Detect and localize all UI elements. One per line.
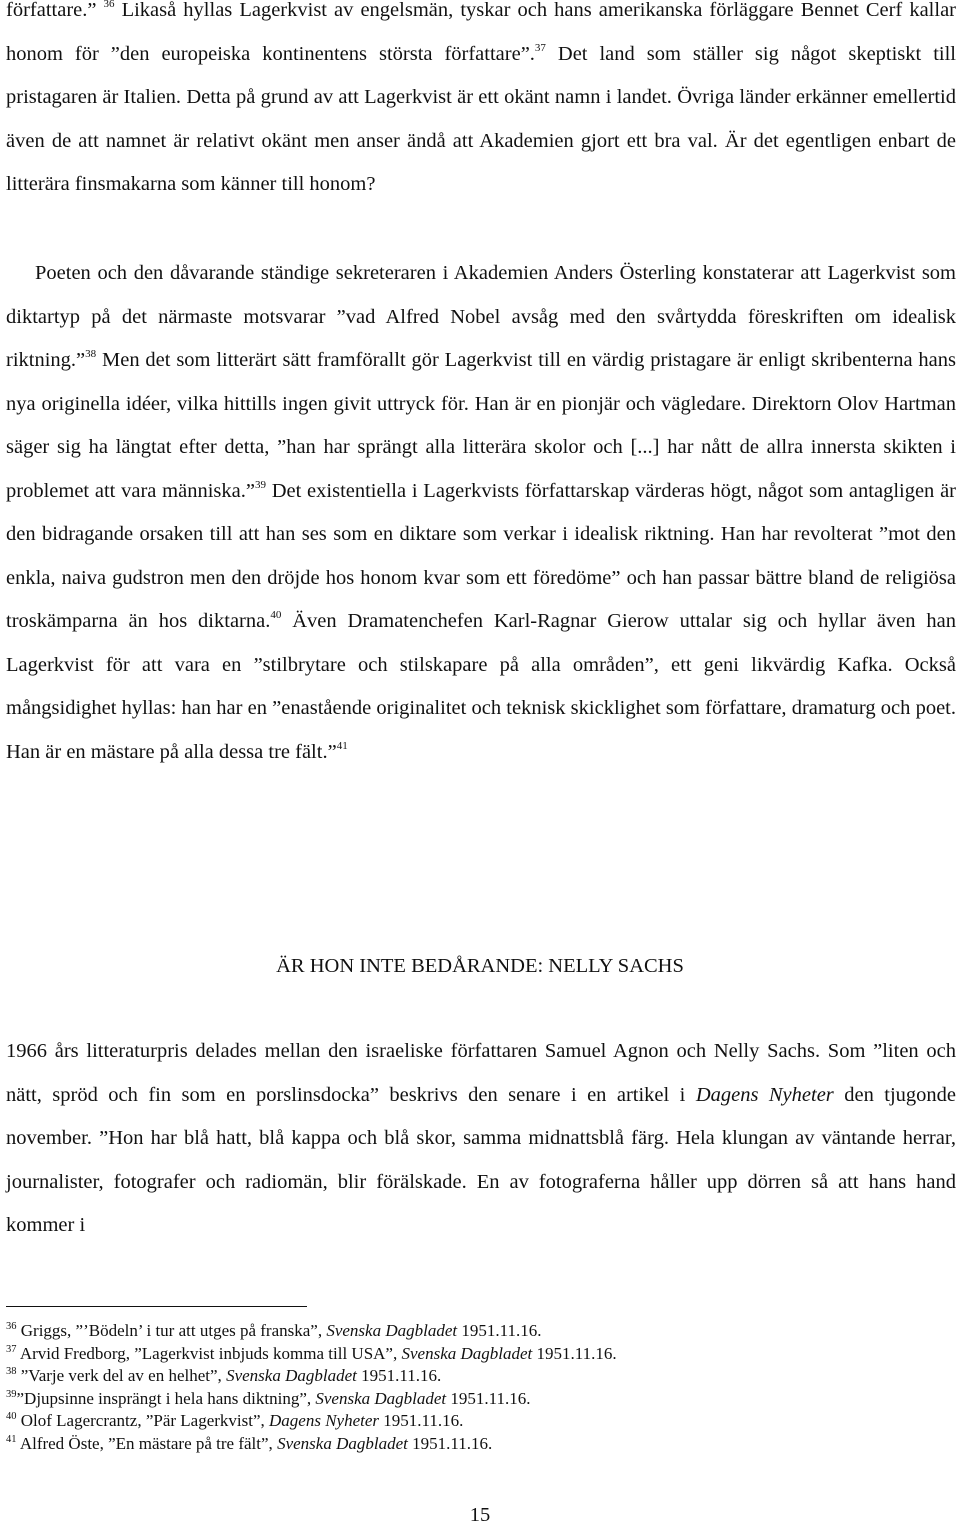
footnote-source: Svenska Dagbladet	[401, 1343, 533, 1363]
footnote-text: Alfred Öste, ”En mästare på tre fält”,	[19, 1433, 278, 1453]
footnote-source: Svenska Dagbladet	[226, 1366, 357, 1385]
footnote-number: 40	[6, 1411, 17, 1422]
footnote-ref-41: 41	[336, 739, 348, 752]
page-number: 15	[469, 1504, 491, 1526]
body-paragraph-2	[6, 252, 956, 774]
footnote-date: 1951.11.16.	[356, 1366, 442, 1385]
text-run: den tjugonde november. ”Hon har blå hatt, blå kappa och blå skor, samma midnattsblå färg. Hela klungan av väntande herrar, journalister, fotografer och radiomän, blir förälskade. En av fotograferna håller upp dörren så att hans hand kommer i	[6, 1083, 956, 1236]
body-paragraph-1	[6, 0, 956, 207]
footnote-date: 1951.11.16.	[379, 1411, 464, 1430]
footnote-ref-38: 38	[85, 348, 97, 360]
text-run: Det existentiella i Lagerkvists författarskap värderas högt, något som antagligen är den bidragande orsaken till att han ses som en diktare som verkar i idealisk riktning. Han har revolterat ”mot den enkla, naiva gudstron men den dröjde hos honom kvar som ett föredöme” och han passar bättre bland de religiösa troskämparna än hos diktarna.	[6, 479, 956, 632]
footnote-item	[6, 1388, 946, 1411]
footnote-number: 41	[6, 1433, 17, 1445]
footnote-text: ”Djupsinne insprängt i hela hans diktning”,	[16, 1388, 316, 1408]
footnote-item	[6, 1433, 946, 1456]
footnote-number: 38	[6, 1366, 17, 1377]
footnote-ref-37: 37	[534, 41, 546, 54]
footnote-source: Svenska Dagbladet	[315, 1388, 447, 1408]
footnote-number: 39	[6, 1388, 17, 1400]
footnote-separator	[6, 1306, 307, 1307]
text-run: Poeten och den dåvarande ständige sekreteraren i Akademien Anders Österling konstaterar att Lagerkvist som diktartyp på det närmaste motsvarar ”vad Alfred Nobel avsåg med den svårtydda föreskriften om idealisk riktning.”	[6, 262, 956, 371]
footnote-ref-36: 36	[103, 0, 115, 10]
footnote-item	[6, 1410, 946, 1433]
footnote-item	[6, 1320, 946, 1343]
footnote-list	[6, 1320, 946, 1455]
footnote-source: Svenska Dagbladet	[277, 1433, 408, 1453]
text-run: Men det som litterärt sätt framförallt gör Lagerkvist till en värdig pristagare är enligt skribenterna hans nya originella idéer, vilka hittills ingen givit uttryck för. Han är en pionjär och vägledare. Direktorn Olov Hartman säger sig ha längtat efter detta, ”han har sprängt alla litterära skolor och [...] har nått de allra innersta skikten i problemet att vara människa.”	[6, 349, 956, 502]
newspaper-title: Dagens Nyheter	[695, 1083, 834, 1106]
footnote-date: 1951.11.16.	[457, 1321, 542, 1340]
text-run: Likaså hyllas Lagerkvist av engelsmän, tyskar och hans amerikanska förläggare Bennet Cerf kallar honom för ”den europeiska kontinentens största författare”.	[6, 0, 956, 65]
footnote-text: Griggs, ”’Bödeln’ i tur att utges på franska”,	[20, 1321, 327, 1340]
body-paragraph-3	[6, 1030, 956, 1248]
footnote-number: 36	[6, 1321, 17, 1332]
text-run: Även Dramatenchefen Karl-Ragnar Gierow uttalar sig och hyllar även han Lagerkvist för att vara en ”stilbrytare och stilskapare på alla områden”, ett geni likvärdig Kafka. Också mångsidighet hyllas: han har en ”enastående originalitet och teknisk skicklighet som författare, dramaturg och poet. Han är en mästare på alla dessa tre fält.”	[6, 610, 957, 763]
footnote-ref-40: 40	[270, 609, 282, 621]
text-run: 1966 års litteraturpris delades mellan den israeliske författaren Samuel Agnon och Nelly Sachs. Som ”liten och nätt, spröd och fin som en porslinsdocka” beskrivs den senare i en artikel i	[6, 1040, 956, 1106]
footnote-date: 1951.11.16.	[407, 1433, 493, 1453]
footnote-ref-39: 39	[254, 478, 266, 491]
footnote-text: ”Varje verk del av en helhet”,	[20, 1366, 227, 1385]
footnote-text: Olof Lagercrantz, ”Pär Lagerkvist”,	[20, 1411, 270, 1430]
footnote-number: 37	[6, 1343, 17, 1355]
footnote-source: Svenska Dagbladet	[326, 1321, 458, 1340]
footnote-text: Arvid Fredborg, ”Lagerkvist inbjuds komma till USA”,	[19, 1343, 402, 1363]
section-heading: ÄR HON INTE BEDÅRANDE: NELLY SACHS	[276, 955, 684, 977]
text-run: Det land som ställer sig något skeptiskt till pristagaren är Italien. Detta på grund av att Lagerkvist är ett okänt namn i landet. Övriga länder erkänner emellertid även de att namnet är relativt okänt men anser ändå att Akademien gjort ett bra val. Är det egentligen enbart de litterära finsmakarna som känner till honom?	[6, 42, 956, 195]
footnote-date: 1951.11.16.	[446, 1388, 531, 1408]
footnote-item	[6, 1365, 946, 1388]
footnote-item	[6, 1343, 946, 1366]
text-run: författare.”	[6, 0, 104, 21]
footnote-date: 1951.11.16.	[532, 1343, 617, 1363]
footnote-source: Dagens Nyheter	[269, 1411, 380, 1430]
